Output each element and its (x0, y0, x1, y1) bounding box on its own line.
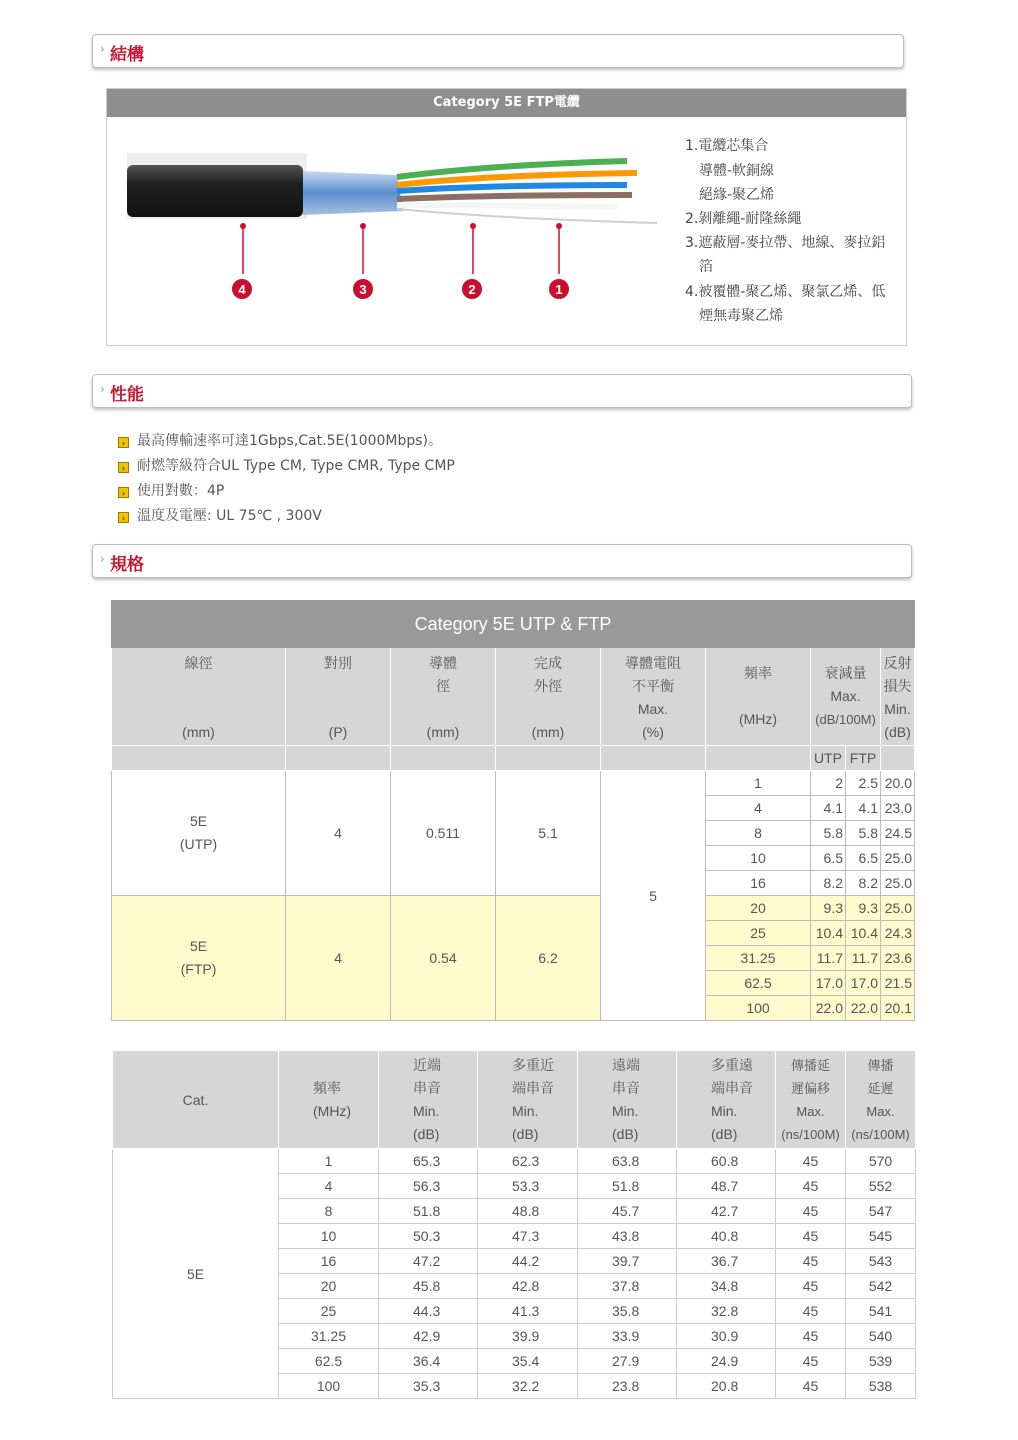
fext-cell: 35.8 (578, 1299, 677, 1324)
group-od: 5.1 (496, 771, 601, 896)
psnext-cell: 39.9 (478, 1324, 578, 1349)
psfext-cell: 36.7 (677, 1249, 776, 1274)
skew-cell: 45 (776, 1224, 846, 1249)
ftp-cell: 6.5 (846, 846, 881, 871)
section-title: 規格 (110, 555, 144, 575)
delay-cell: 542 (846, 1274, 916, 1299)
svg-text:3: 3 (359, 282, 367, 297)
col-header-return-loss: 反射 損失 Min. (dB) (881, 648, 915, 746)
jacket-shape (127, 165, 303, 217)
freq-cell: 8 (279, 1199, 379, 1224)
structure-line: 3.遮蔽層-麥拉帶、地線、麥拉鋁 (685, 235, 886, 251)
skew-cell: 45 (776, 1249, 846, 1274)
cat-value: 5E (113, 1149, 279, 1399)
structure-line: 絕緣-聚乙烯 (699, 187, 775, 203)
cable-diagram (127, 119, 667, 309)
table-row (112, 771, 915, 796)
fext-cell: 33.9 (578, 1324, 677, 1349)
return-loss-cell: 23.0 (881, 796, 915, 821)
bullet-icon: › (118, 512, 129, 523)
return-loss-cell: 24.3 (881, 921, 915, 946)
svg-text:4: 4 (238, 282, 246, 297)
psfext-cell: 20.8 (677, 1374, 776, 1399)
freq-cell: 100 (279, 1374, 379, 1399)
skew-cell: 45 (776, 1299, 846, 1324)
bullet-icon: › (118, 437, 129, 448)
return-loss-cell: 24.5 (881, 821, 915, 846)
utp-cell: 6.5 (811, 846, 846, 871)
return-loss-cell: 25.0 (881, 871, 915, 896)
group-conductor: 0.54 (391, 896, 496, 1021)
group-name: 5E (FTP) (112, 896, 286, 1021)
psnext-cell: 41.3 (478, 1299, 578, 1324)
structure-line: 導體-軟銅線 (699, 163, 775, 179)
col-header-unbalance: 導體電阻 不平衡 Max. (%) (601, 648, 706, 746)
return-loss-cell: 20.0 (881, 771, 915, 796)
structure-panel (106, 88, 907, 346)
col-header-attenuation: 衰減量 Max. (dB/100M) (811, 648, 881, 746)
table-row (113, 1149, 916, 1174)
fext-cell: 63.8 (578, 1149, 677, 1174)
bullet-icon: › (118, 487, 129, 498)
next-cell: 44.3 (379, 1299, 478, 1324)
freq-cell: 4 (706, 796, 811, 821)
psfext-cell: 40.8 (677, 1224, 776, 1249)
chevron-right-icon: › (100, 552, 105, 566)
col-header-psnext: 多重近 端串音 Min. (dB) (478, 1051, 578, 1149)
group-pairs: 4 (286, 771, 391, 896)
perf-item: › 溫度及電壓: UL 75℃ , 300V (118, 505, 322, 527)
group-conductor: 0.511 (391, 771, 496, 896)
perf-item: › 耐燃等級符合UL Type CM, Type CMR, Type CMP (118, 455, 455, 477)
utp-cell: 22.0 (811, 996, 846, 1021)
group-name: 5E (UTP) (112, 771, 286, 896)
group-od: 6.2 (496, 896, 601, 1021)
psfext-cell: 32.8 (677, 1299, 776, 1324)
col-header-ftp: FTP (846, 746, 881, 771)
col-header-cat: Cat. (113, 1051, 279, 1149)
ftp-cell: 8.2 (846, 871, 881, 896)
utp-cell: 2 (811, 771, 846, 796)
col-header-gauge: 線徑 (mm) (112, 648, 286, 746)
freq-cell: 31.25 (706, 946, 811, 971)
section-title: 性能 (110, 385, 144, 405)
structure-line: 1.電纜芯集合 (685, 138, 769, 154)
svg-text:1: 1 (555, 282, 563, 297)
psfext-cell: 60.8 (677, 1149, 776, 1174)
marker-1 (548, 278, 570, 300)
freq-cell: 10 (706, 846, 811, 871)
skew-cell: 45 (776, 1149, 846, 1174)
psfext-cell: 30.9 (677, 1324, 776, 1349)
delay-cell: 539 (846, 1349, 916, 1374)
skew-cell: 45 (776, 1199, 846, 1224)
col-header-fext: 遠端 串音 Min. (dB) (578, 1051, 677, 1149)
freq-cell: 31.25 (279, 1324, 379, 1349)
skew-cell: 45 (776, 1349, 846, 1374)
psfext-cell: 42.7 (677, 1199, 776, 1224)
table-row (112, 896, 915, 921)
next-cell: 35.3 (379, 1374, 478, 1399)
fext-cell: 23.8 (578, 1374, 677, 1399)
freq-cell: 1 (706, 771, 811, 796)
freq-cell: 20 (279, 1274, 379, 1299)
psnext-cell: 48.8 (478, 1199, 578, 1224)
ftp-cell: 11.7 (846, 946, 881, 971)
return-loss-cell: 20.1 (881, 996, 915, 1021)
freq-cell: 62.5 (279, 1349, 379, 1374)
psnext-cell: 62.3 (478, 1149, 578, 1174)
utp-cell: 11.7 (811, 946, 846, 971)
col-header-freq: 頻率 (MHz) (706, 648, 811, 746)
perf-item: › 最高傳輸速率可達1Gbps,Cat.5E(1000Mbps)。 (118, 430, 442, 452)
utp-cell: 8.2 (811, 871, 846, 896)
freq-cell: 8 (706, 821, 811, 846)
freq-cell: 16 (279, 1249, 379, 1274)
psnext-cell: 32.2 (478, 1374, 578, 1399)
section-title: 結構 (110, 45, 144, 65)
fext-cell: 37.8 (578, 1274, 677, 1299)
fext-cell: 45.7 (578, 1199, 677, 1224)
col-header-pair: 對別 (P) (286, 648, 391, 746)
fext-cell: 39.7 (578, 1249, 677, 1274)
psnext-cell: 42.8 (478, 1274, 578, 1299)
delay-cell: 543 (846, 1249, 916, 1274)
marker-2 (461, 278, 483, 300)
next-cell: 36.4 (379, 1349, 478, 1374)
skew-cell: 45 (776, 1174, 846, 1199)
spec-table-crosstalk (112, 1050, 916, 1399)
section-header-performance (92, 374, 912, 408)
structure-line: 煙無毒聚乙烯 (699, 308, 783, 324)
psnext-cell: 47.3 (478, 1224, 578, 1249)
ftp-cell: 5.8 (846, 821, 881, 846)
col-header-next: 近端 串音 Min. (dB) (379, 1051, 478, 1149)
shield-shape (303, 171, 403, 215)
section-header-structure (92, 34, 904, 68)
col-header-freq: 頻率 (MHz) (279, 1051, 379, 1149)
svg-text:2: 2 (468, 282, 476, 297)
bullet-icon: › (118, 462, 129, 473)
return-loss-cell: 21.5 (881, 971, 915, 996)
utp-cell: 10.4 (811, 921, 846, 946)
perf-item: › 使用對數：4P (118, 480, 224, 502)
freq-cell: 1 (279, 1149, 379, 1174)
next-cell: 45.8 (379, 1274, 478, 1299)
group-pairs: 4 (286, 896, 391, 1021)
delay-cell: 545 (846, 1224, 916, 1249)
col-header-utp: UTP (811, 746, 846, 771)
return-loss-cell: 25.0 (881, 846, 915, 871)
col-header-delay: 傳播 延遲 Max. (ns/100M) (846, 1051, 916, 1149)
skew-cell: 45 (776, 1324, 846, 1349)
fext-cell: 43.8 (578, 1224, 677, 1249)
col-header-psfext: 多重遠 端串音 Min. (dB) (677, 1051, 776, 1149)
freq-cell: 20 (706, 896, 811, 921)
structure-line: 4.被覆體-聚乙烯、聚氯乙烯、低 (685, 284, 886, 300)
skew-cell: 45 (776, 1374, 846, 1399)
psnext-cell: 35.4 (478, 1349, 578, 1374)
fext-cell: 27.9 (578, 1349, 677, 1374)
freq-cell: 10 (279, 1224, 379, 1249)
next-cell: 65.3 (379, 1149, 478, 1174)
col-header-od: 完成 外徑 (mm) (496, 648, 601, 746)
skew-cell: 45 (776, 1274, 846, 1299)
section-header-spec (92, 544, 912, 578)
utp-cell: 9.3 (811, 896, 846, 921)
psnext-cell: 44.2 (478, 1249, 578, 1274)
delay-cell: 547 (846, 1199, 916, 1224)
marker-4 (231, 278, 253, 300)
col-header-conductor: 導體 徑 (mm) (391, 648, 496, 746)
psfext-cell: 34.8 (677, 1274, 776, 1299)
ftp-cell: 2.5 (846, 771, 881, 796)
delay-cell: 541 (846, 1299, 916, 1324)
table-caption: Category 5E UTP & FTP (112, 601, 915, 648)
chevron-right-icon: › (100, 382, 105, 396)
next-cell: 47.2 (379, 1249, 478, 1274)
next-cell: 51.8 (379, 1199, 478, 1224)
chevron-right-icon: › (100, 42, 105, 56)
freq-cell: 62.5 (706, 971, 811, 996)
ftp-cell: 10.4 (846, 921, 881, 946)
freq-cell: 25 (279, 1299, 379, 1324)
next-cell: 56.3 (379, 1174, 478, 1199)
return-loss-cell: 25.0 (881, 896, 915, 921)
ftp-cell: 17.0 (846, 971, 881, 996)
freq-cell: 25 (706, 921, 811, 946)
delay-cell: 552 (846, 1174, 916, 1199)
utp-cell: 17.0 (811, 971, 846, 996)
marker-3 (352, 278, 374, 300)
return-loss-cell: 23.6 (881, 946, 915, 971)
delay-cell: 538 (846, 1374, 916, 1399)
psnext-cell: 53.3 (478, 1174, 578, 1199)
freq-cell: 16 (706, 871, 811, 896)
ftp-cell: 4.1 (846, 796, 881, 821)
structure-line: 箔 (699, 259, 713, 275)
spec-table-utp-ftp (111, 600, 915, 1021)
structure-line: 2.剝離繩-耐隆絲繩 (685, 211, 802, 227)
delay-cell: 570 (846, 1149, 916, 1174)
next-cell: 50.3 (379, 1224, 478, 1249)
psfext-cell: 48.7 (677, 1174, 776, 1199)
unbalance-value: 5 (601, 771, 706, 1021)
utp-cell: 4.1 (811, 796, 846, 821)
ftp-cell: 9.3 (846, 896, 881, 921)
utp-cell: 5.8 (811, 821, 846, 846)
next-cell: 42.9 (379, 1324, 478, 1349)
fext-cell: 51.8 (578, 1174, 677, 1199)
col-header-skew: 傳播延 遲偏移 Max. (ns/100M) (776, 1051, 846, 1149)
structure-panel-title: Category 5E FTP電纜 (107, 89, 906, 117)
freq-cell: 4 (279, 1174, 379, 1199)
psfext-cell: 24.9 (677, 1349, 776, 1374)
delay-cell: 540 (846, 1324, 916, 1349)
freq-cell: 100 (706, 996, 811, 1021)
ftp-cell: 22.0 (846, 996, 881, 1021)
